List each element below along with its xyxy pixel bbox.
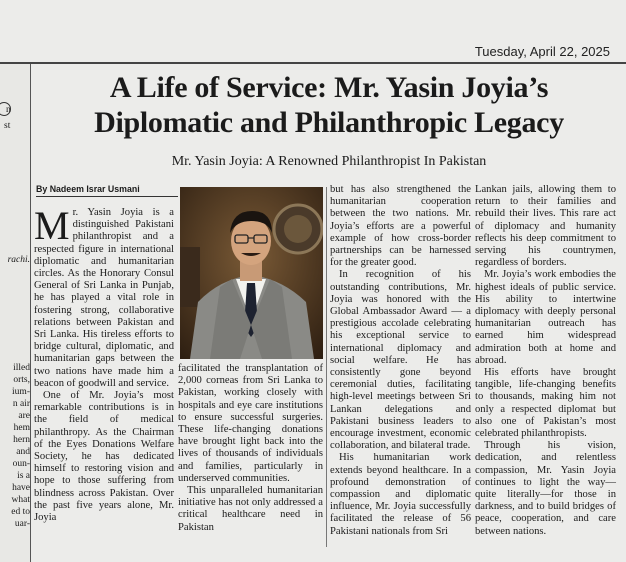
strip-line: hern bbox=[13, 435, 30, 445]
strip-line: uar- bbox=[14, 519, 30, 529]
lead-text: r. Yasin Joyia is a distinguished Pakistani philanthropist and a respected figure in international diplomatic and humanitarian circles. As the Honorary Consul General of Sri Lanka in Punjab, he has played a vital role in fostering strong, collaborative relations between Pakistan and Sri Lanka. His tireless efforts to bridge cultural, diplomatic, and humanitarian gaps between the two nations have made him a beacon of goodwill and service. bbox=[34, 207, 174, 389]
strip-line: ed to bbox=[11, 507, 30, 517]
strip-line: orts, bbox=[13, 375, 30, 385]
column-rule bbox=[326, 187, 327, 547]
column-1 bbox=[34, 203, 174, 524]
strip-line: is a bbox=[17, 471, 30, 481]
paragraph: but has also strengthened the humanitarian cooperation between the two nations. Mr. Joyia’s efforts are a powerful example of how cross-border partnerships can be harnessed for the greater good. bbox=[330, 184, 471, 269]
paragraph: Lankan jails, allowing them to return to their families and rebuild their lives. This rare act of diplomacy and humanity reflects his deep commitment to serving his countrymen, regardless of borders. bbox=[475, 184, 616, 269]
portrait-photo bbox=[180, 187, 323, 359]
masthead-rule bbox=[0, 62, 626, 64]
paragraph: In recognition of his outstanding contributions, Mr. Joyia was honored with the Global Ambassador Award — a prestigious accolade celebrating his exceptional service to international diplomacy and social welfare. He has consistently gone beyond ceremonial duties, facilitating high-level meetings between Sri Lankan delegations and Pakistani business leaders to encourage investment, economic collaboration, and bilateral trade. bbox=[330, 269, 471, 452]
strip-fragment: n bbox=[6, 105, 11, 115]
paragraph: facilitated the transplantation of 2,000 corneas from Sri Lanka to Pakistan, working closely with hospitals and eye care institutions to ensure successful surgeries. These life-changing donations have brought light back into the lives of thousands of individuals and families, particularly in underserved communities. bbox=[178, 363, 323, 484]
paragraph: One of Mr. Joyia’s most remarkable contributions is in the field of medical philanthropy. As the Chairman of the Eyes Donations Welfare Society, he has dedicated himself to restoring vision and hope to those suffering from blindness across Pakistan. Over the past five years alone, Mr. Joyia bbox=[34, 390, 174, 524]
strip-line: hem bbox=[13, 423, 30, 433]
subheadline: Mr. Yasin Joyia: A Renowned Philanthropist In Pakistan bbox=[171, 154, 487, 169]
issue-date: Tuesday, April 22, 2025 bbox=[474, 44, 610, 59]
paragraph: His efforts have brought tangible, life-changing benefits to thousands, making him not only a respected diplomat but also one of Pakistan’s most celebrated philanthropists. bbox=[475, 367, 616, 440]
strip-line: have bbox=[12, 483, 30, 493]
lead-paragraph bbox=[34, 203, 174, 390]
paragraph: Through his vision, dedication, and relentless compassion, Mr. Yasin Joyia continues to light the way—quite literally—for those in darkness, and to build bridges of peace, cooperation, and care between nations. bbox=[475, 440, 616, 537]
column-2 bbox=[178, 363, 323, 534]
strip-line: are bbox=[18, 411, 30, 421]
paragraph: Mr. Joyia’s work embodies the highest ideals of public service. His ability to intertwine diplomacy with deeply personal humanitarian outreach has earned him widespread admiration both at home and abroad. bbox=[475, 269, 616, 366]
column-4 bbox=[475, 184, 616, 538]
strip-fragment: rachi. bbox=[7, 255, 30, 265]
headline-line-1: A Life of Service: Mr. Yasin Joyia’s bbox=[109, 71, 549, 104]
drop-cap: M bbox=[34, 203, 70, 248]
byline: By Nadeem Israr Usmani bbox=[36, 184, 178, 197]
strip-line: n air bbox=[12, 399, 30, 409]
headline-line-2: Diplomatic and Philanthropic Legacy bbox=[94, 106, 564, 139]
strip-fragment: st bbox=[4, 121, 11, 131]
column-3 bbox=[330, 184, 471, 538]
adjacent-article-strip bbox=[0, 64, 31, 562]
strip-line: oun- bbox=[12, 459, 30, 469]
strip-line: and bbox=[16, 447, 30, 457]
headline bbox=[34, 70, 624, 140]
strip-line: what bbox=[11, 495, 30, 505]
strip-line: ium- bbox=[12, 387, 30, 397]
paragraph: This unparalleled humanitarian initiative has not only addressed a critical healthcare need in Pakistan bbox=[178, 485, 323, 533]
strip-line: illed bbox=[13, 363, 30, 373]
portrait-illustration bbox=[180, 187, 323, 359]
paragraph: His humanitarian work extends beyond healthcare. In a profound demonstration of compassion and diplomatic influence, Mr. Joyia successfully facilitated the release of 56 Pakistani nationals from Sri bbox=[330, 452, 471, 537]
